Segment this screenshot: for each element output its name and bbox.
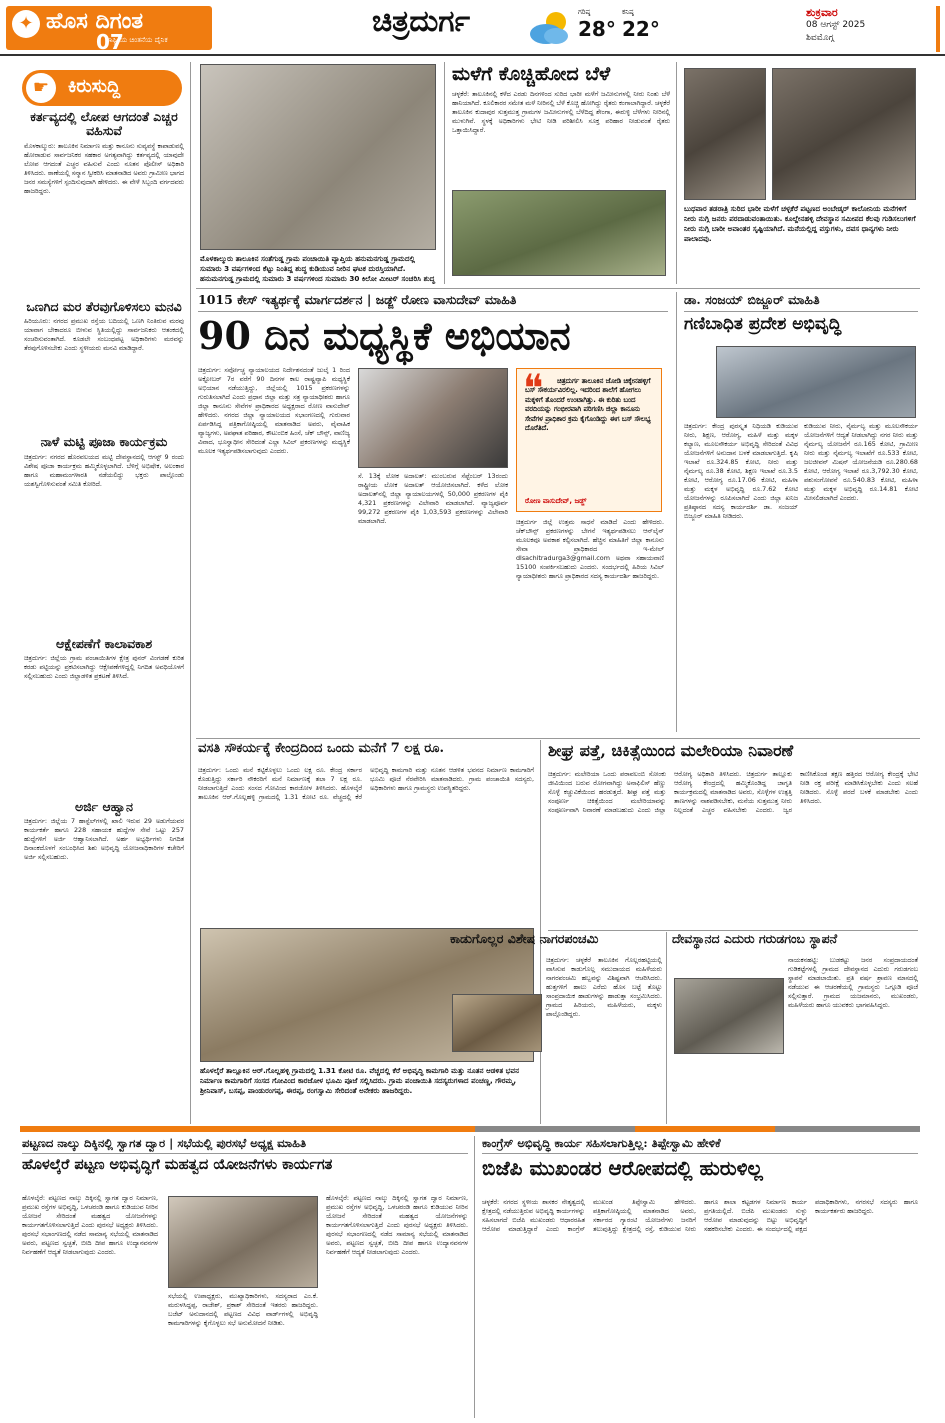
brief-body: ಮೊಳಕಾಲ್ಮುರು: ತಾಲೂಕಿನ ನಿರ್ಮಾಣ ಮತ್ತು ಕಾನೂನು ಸುವ್ಯವಸ್ಥೆ ಕಾಪಾಡುವಲ್ಲಿ ಹೋರಾಡುವ ಸಾರ್ವಜನಿಕರ ಸಹಕಾರ ಅಗತ್ಯವಾಗಿದ್ದು ಕರ್ತವ್ಯದಲ್ಲಿ ಯಾವುದೇ ಲೋಪ ಆಗದಂತೆ ಎಚ್ಚರ ವಹಿಸುವೆ ಎಂದು ನೂತನ ಪೊಲೀಸ್ ಅಧಿಕಾರಿ ತಿಳಿಸಿದರು. ಠಾಣೆಯಲ್ಲಿ ಸನ್ಮಾನ ಸ್ವೀಕರಿಸಿ ಮಾತನಾಡಿದ ಅವರು ಗ್ರಾಮೀಣ ಭಾಗದ ಜನರ ಸಮಸ್ಯೆಗಳಿಗೆ ಸ್ಪಂದಿಸುವುದಾಗಿ ಹೇಳಿದರು. ಈ ವೇಳೆ ಸಿಬ್ಬಂದಿ ವರ್ಗದವರು ಹಾಜರಿದ್ದರು.: [24, 141, 184, 195]
date-box: [800, 6, 940, 52]
lead-headline: 90 ದಿನ ಮಧ್ಯಸ್ಥಿಕೆ ಅಭಿಯಾನ: [198, 313, 571, 358]
malaria-title: ಶೀಘ್ರ ಪತ್ತೆ, ಚಿಕಿತ್ಸೆಯಿಂದ ಮಲೇರಿಯಾ ನಿವಾರಣೆ: [548, 742, 794, 760]
bjp-body: ಚಳ್ಳಕೆರೆ: ನಗರದ ಸ್ಥಳೀಯ ಶಾಸಕರ ನೇತೃತ್ವದಲ್ಲಿ ಕ್ಷೇತ್ರದಲ್ಲಿ ನಡೆಯುತ್ತಿರುವ ಅಭಿವೃದ್ಧಿ ಕಾರ್ಯಗಳನ್ನು ಸಹಿಸಲಾಗದೆ ಬಿಜೆಪಿ ಮುಖಂಡರು ಆಧಾರರಹಿತ ಆರೋಪ ಮಾಡುತ್ತಿದ್ದಾರೆ ಎಂದು ಕಾಂಗ್ರೆಸ್ ಮುಖಂಡ ತಿಪ್ಪೇಸ್ವಾಮಿ ಹೇಳಿದರು. ಪತ್ರಿಕಾಗೋಷ್ಠಿಯಲ್ಲಿ ಮಾತನಾಡಿದ ಅವರು, ಸರ್ಕಾರದ ಗ್ಯಾರಂಟಿ ಯೋಜನೆಗಳು ಜನರಿಗೆ ತಲುಪುತ್ತಿದ್ದು ಕ್ಷೇತ್ರದಲ್ಲಿ ರಸ್ತೆ, ಕುಡಿಯುವ ನೀರು ಹಾಗೂ ಶಾಲಾ ಕಟ್ಟಡಗಳ ನಿರ್ಮಾಣ ಕಾರ್ಯ ಪ್ರಗತಿಯಲ್ಲಿದೆ. ಬಿಜೆಪಿ ಮುಖಂಡರು ಸುಳ್ಳು ಆರೋಪ ಮಾಡುವುದನ್ನು ಬಿಟ್ಟು ಅಭಿವೃದ್ಧಿಗೆ ಸಹಕರಿಸಬೇಕು ಎಂದರು. ಈ ಸಂದರ್ಭದಲ್ಲಿ ಪಕ್ಷದ ಪದಾಧಿಕಾರಿಗಳು, ನಗರಸಭೆ ಸದಸ್ಯರು ಹಾಗೂ ಕಾರ್ಯಕರ್ತರು ಹಾಜರಿದ್ದರು.: [482, 1198, 918, 1233]
weekday: ಶುಕ್ರವಾರ: [806, 6, 838, 19]
brief-body: ಚಿತ್ರದುರ್ಗ: ಜಿಲ್ಲೆಯ ಗ್ರಾಮ ಪಂಚಾಯಿತಿಗಳ ಕ್ಷೇತ್ರ ಪುನರ್ ವಿಂಗಡಣೆ ಕುರಿತ ಕರಡು ಪಟ್ಟಿಯನ್ನು ಪ್ರಕಟಿಸಲಾಗಿದ್ದು ಆಕ್ಷೇಪಣೆಗಳಿದ್ದಲ್ಲಿ ನಿಗದಿತ ಅವಧಿಯೊಳಗೆ ಸಲ್ಲಿಸಬಹುದು ಎಂದು ಜಿಲ್ಲಾಡಳಿತ ಪ್ರಕಟಣೆ ತಿಳಿಸಿದೆ.: [24, 653, 184, 680]
column-divider: [666, 932, 667, 1124]
pointing-hand-icon: ☛: [26, 73, 56, 103]
section-title: ಚಿತ್ರದುರ್ಗ: [372, 4, 471, 39]
story-body: ಚಳ್ಳಕೆರೆ: ತಾಲೂಕಿನಲ್ಲಿ ಕಳೆದ ಎರಡು ದಿನಗಳಿಂದ ಸುರಿದ ಭಾರೀ ಮಳೆಗೆ ಜಮೀನುಗಳಲ್ಲಿ ನೀರು ನಿಂತು ಬೆಳೆ ಹಾನಿಯಾಗಿದೆ. ಕೂಲಿಕಾರರ ಸಮೇತ ಮಳೆ ನೀರಿನಲ್ಲಿ ಬೆಳೆ ಕೊಚ್ಚಿ ಹೋಗಿದ್ದು ರೈತರು ಕಂಗಾಲಾಗಿದ್ದಾರೆ. ಚಳ್ಳಕೆರೆ ತಾಲೂಕಿನ ಕುದಾಪುರ ಸುತ್ತಮುತ್ತ ಗ್ರಾಮಗಳ ಜಮೀನುಗಳಲ್ಲಿ ಬೆಳೆದಿದ್ದ ಶೇಂಗಾ, ಈರುಳ್ಳಿ ಬೆಳೆಗಳು ನೀರಿನಲ್ಲಿ ಮುಳುಗಿವೆ. ಸ್ಥಳಕ್ಕೆ ಅಧಿಕಾರಿಗಳು ಭೇಟಿ ನೀಡಿ ಪರಿಶೀಲಿಸಿ ಸೂಕ್ತ ಪರಿಹಾರ ನೀಡುವಂತೆ ರೈತರು ಒತ್ತಾಯಿಸಿದ್ದಾರೆ.: [452, 89, 670, 134]
quote-mark-icon: ❝: [523, 368, 544, 410]
holalkere-kicker: ಪಟ್ಟಣದ ನಾಲ್ಕು ದಿಕ್ಕಿನಲ್ಲಿ ಸ್ವಾಗತ ದ್ವಾರ | ಸಭೆಯಲ್ಲಿ ಪುರಸಭೆ ಅಧ್ಯಕ್ಷ ಮಾಹಿತಿ: [22, 1136, 468, 1154]
brief-headline: ಆಕ್ಷೇಪಣೆಗೆ ಕಾಲಾವಕಾಶ: [55, 635, 153, 651]
council-meeting-photo: [168, 1196, 318, 1288]
kadugolla-body: [450, 956, 662, 1120]
kadugolla-headline: [450, 932, 662, 954]
section-separator: [475, 1126, 635, 1132]
max-temperature: [578, 8, 620, 52]
photo-spacer: [450, 956, 546, 1056]
temple-title: ದೇವಸ್ಥಾನದ ಎದುರು ಗರುಡಗಂಬ ಸ್ಥಾಪನೆ: [672, 932, 838, 946]
weather-cloud-icon: [526, 8, 572, 48]
temple-headline: [672, 932, 918, 954]
holalkere-headline: ಹೊಳಲ್ಕೆರೆ ಪಟ್ಟಣ ಅಭಿವೃದ್ಧಿಗೆ ಮಹತ್ವದ ಯೋಜನೆಗಳು ಕಾರ್ಯಗತ: [22, 1156, 333, 1173]
kadugolla-text: ಚಿತ್ರದುರ್ಗ: ಚಳ್ಳಕೆರೆ ತಾಲೂಕಿನ ಗೊಲ್ಲರಹಟ್ಟಿಯಲ್ಲಿ ವಾಸಿಸುವ ಕಾಡುಗೊಲ್ಲ ಸಮುದಾಯದ ಮಹಿಳೆಯರು ನಾಗರಪಂಚಮಿ ಹಬ್ಬವನ್ನು ವಿಶಿಷ್ಟವಾಗಿ ಆಚರಿಸಿದರು. ಹುತ್ತಗಳಿಗೆ ಹಾಲು ಎರೆದು ಹೊಸ ಬಟ್ಟೆ ತೊಟ್ಟು ಸಾಂಪ್ರದಾಯಿಕ ಹಾಡುಗಳನ್ನು ಹಾಡುತ್ತಾ ಸಂಭ್ರಮಿಸಿದರು. ಗ್ರಾಮದ ಹಿರಿಯರು, ಮಹಿಳೆಯರು, ಮಕ್ಕಳು ಪಾಲ್ಗೊಂಡಿದ್ದರು.: [546, 956, 662, 1018]
brief-headline: ಅರ್ಜಿ ಆಹ್ವಾನ: [75, 798, 133, 814]
masthead: [0, 0, 945, 56]
holalkere-body-col2: ಸಭೆಯಲ್ಲಿ ಉಪಾಧ್ಯಕ್ಷರು, ಮುಖ್ಯಾಧಿಕಾರಿಗಳು, ಸದಸ್ಯರಾದ ಎಂ.ಕೆ. ಮರುಳಸಿದ್ದಪ್ಪ, ರಾಜೇಶ್, ಪ್ರಕಾಶ್ ಸೇರಿದಂತೆ ಇತರರು ಹಾಜರಿದ್ದರು. ಬಜೆಟ್ ಅನುದಾನದಲ್ಲಿ ಪಟ್ಟಣದ ವಿವಿಧ ವಾರ್ಡ್‌ಗಳಲ್ಲಿ ಅಭಿವೃದ್ಧಿ ಕಾಮಗಾರಿಗಳನ್ನು ಕೈಗೊಳ್ಳಲು ಸಭೆ ಅನುಮೋದನೆ ನೀಡಿತು.: [168, 1292, 318, 1327]
brief-headline: ಕರ್ತವ್ಯದಲ್ಲಿ ಲೋಪ ಆಗದಂತೆ ಎಚ್ಚರ ವಹಿಸುವೆ: [30, 110, 178, 139]
brief-body: ಚಿತ್ರದುರ್ಗ: ನಗರದ ಹೊರವಲಯದ ಮಟ್ಟಿ ದೇವಸ್ಥಾನದಲ್ಲಿ ಆಗಸ್ಟ್ 9 ರಂದು ವಿಶೇಷ ಪೂಜಾ ಕಾರ್ಯಕ್ರಮ ಹಮ್ಮಿಕೊಳ್ಳಲಾಗಿದೆ. ಬೆಳಿಗ್ಗೆ ಅಭಿಷೇಕ, ಅಲಂಕಾರ ಹಾಗೂ ಮಹಾಮಂಗಳಾರತಿ ನಡೆಯಲಿದ್ದು ಭಕ್ತರು ಪಾಲ್ಗೊಂಡು ಯಶಸ್ವಿಗೊಳಿಸುವಂತೆ ಸಮಿತಿ ಕೋರಿದೆ.: [24, 452, 184, 488]
column-divider: [474, 1136, 475, 1418]
lead-kicker: 1015 ಕೇಸ್ ಇತ್ಯರ್ಥಕ್ಕೆ ಮಾರ್ಗದರ್ಶನ | ಜಡ್ಜ್ ರೋಣ ವಾಸುದೇವ್ ಮಾಹಿತಿ: [198, 292, 668, 312]
brand-logo-icon: ✦: [12, 10, 40, 38]
kiru-suddi-badge: [22, 70, 182, 106]
temple-body: [672, 956, 918, 1120]
max-temp-value: 28°: [578, 17, 616, 41]
quote-attribution: ರೋಣ ವಾಸುದೇವ್, ಜಡ್ಜ್: [525, 497, 587, 505]
min-temp-value: 22°: [622, 17, 660, 41]
row-divider: [548, 930, 918, 931]
housing-body: ಚಿತ್ರದುರ್ಗ: ಒಂದು ಮನೆ ಕಟ್ಟಿಕೊಳ್ಳಲು ಒಂದು ಲಕ್ಷ ರೂ. ಕೇಂದ್ರ ಸರ್ಕಾರ ಕೊಡುತ್ತಿದ್ದು ಸರ್ಕಾರಿ ನೌಕರರಿಗೆ ಮನೆ ನಿರ್ಮಾಣಕ್ಕೆ ತಲಾ 7 ಲಕ್ಷ ರೂ. ನೀಡಲಾಗುತ್ತಿದೆ ಎಂದು ಸಂಸದ ಗೋವಿಂದ ಕಾರಜೋಳ ತಿಳಿಸಿದರು. ಹೊಳಲ್ಕೆರೆ ತಾಲೂಕಿನ ಆರ್.ಗೊಲ್ಲಹಳ್ಳಿ ಗ್ರಾಮದಲ್ಲಿ 1.31 ಕೋಟಿ ರೂ. ವೆಚ್ಚದಲ್ಲಿ ಕೆರೆ ಅಭಿವೃದ್ಧಿ ಕಾಮಗಾರಿ ಮತ್ತು ನೂತನ ಆಡಳಿತ ಭವನದ ನಿರ್ಮಾಣ ಕಾಮಗಾರಿಗೆ ಭೂಮಿ ಪೂಜೆ ನೆರವೇರಿಸಿ ಮಾತನಾಡಿದರು. ಗ್ರಾಮ ಪಂಚಾಯಿತಿ ಸದಸ್ಯರು, ಅಧಿಕಾರಿಗಳು ಹಾಗೂ ಗ್ರಾಮಸ್ಥರು ಉಪಸ್ಥಿತರಿದ್ದರು.: [198, 766, 534, 801]
temple-text: ನಾಯಕನಹಟ್ಟಿ: ಬುಡಕಟ್ಟು ಜನರ ಸಂಪ್ರದಾಯದಂತೆ ಗುಡಿಕಟ್ಟೆಗಳಲ್ಲಿ ಗ್ರಾಮದ ದೇವಸ್ಥಾನದ ಎದುರು ಗರುಡಗಂಬ ಸ್ಥಾಪನೆ ಮಾಡಲಾಯಿತು. ಪ್ರತಿ ವರ್ಷ ಶ್ರಾವಣ ಮಾಸದಲ್ಲಿ ನಡೆಯುವ ಈ ಆಚರಣೆಯಲ್ಲಿ ಗ್ರಾಮಸ್ಥರು ಒಗ್ಗೂಡಿ ಪೂಜೆ ಸಲ್ಲಿಸುತ್ತಾರೆ. ಗ್ರಾಮದ ಯಜಮಾನರು, ಮುಖಂಡರು, ಮಹಿಳೆಯರು ಹಾಗೂ ಯುವಕರು ಭಾಗವಹಿಸಿದ್ದರು.: [788, 956, 918, 1009]
bjp-story-head: [482, 1136, 918, 1196]
lead-body-col1: ಚಿತ್ರದುರ್ಗ: ಸರ್ವೋಚ್ಚ ನ್ಯಾಯಾಲಯದ ನಿರ್ದೇಶನದಂತೆ ಜುಲೈ 1 ರಿಂದ ಅಕ್ಟೋಬರ್ 7ರ ವರೆಗೆ 90 ದಿನಗಳ ಕಾಲ ರಾಷ್ಟ್ರವ್ಯಾಪಿ ಮಧ್ಯಸ್ಥಿಕೆ ಅಭಿಯಾನ ನಡೆಯುತ್ತಿದ್ದು, ಜಿಲ್ಲೆಯಲ್ಲಿ 1015 ಪ್ರಕರಣಗಳನ್ನು ಗುರುತಿಸಲಾಗಿದೆ ಎಂದು ಪ್ರಧಾನ ಜಿಲ್ಲಾ ಮತ್ತು ಸತ್ರ ನ್ಯಾಯಾಧೀಶರು ಹಾಗೂ ಜಿಲ್ಲಾ ಕಾನೂನು ಸೇವೆಗಳ ಪ್ರಾಧಿಕಾರದ ಅಧ್ಯಕ್ಷರಾದ ರೋಣ ವಾಸುದೇವ್ ಹೇಳಿದರು. ನಗರದ ಜಿಲ್ಲಾ ನ್ಯಾಯಾಲಯದ ಸಭಾಂಗಣದಲ್ಲಿ ಗುರುವಾರ ಏರ್ಪಡಿಸಿದ್ದ ಪತ್ರಿಕಾಗೋಷ್ಠಿಯಲ್ಲಿ ಮಾತನಾಡಿದ ಅವರು, ವೈವಾಹಿಕ ವ್ಯಾಜ್ಯಗಳು, ಅಪಘಾತ ಪರಿಹಾರ, ಕೌಟುಂಬಿಕ ಹಿಂಸೆ, ಚೆಕ್ ಬೌನ್ಸ್, ವಾಣಿಜ್ಯ ವಿವಾದ, ಭೂಸ್ವಾಧೀನ ಸೇರಿದಂತೆ ಎಲ್ಲಾ ಸಿವಿಲ್ ಪ್ರಕರಣಗಳನ್ನು ಮಧ್ಯಸ್ಥಿಕೆ ಮೂಲಕ ಇತ್ಯರ್ಥಪಡಿಸಲಾಗುವುದು ಎಂದರು.: [198, 366, 350, 455]
meeting-photo: [716, 346, 916, 418]
section-separator: [635, 1126, 775, 1132]
holalkere-story-head: [22, 1136, 468, 1192]
flooded-field-photo: [452, 190, 666, 276]
section-separator: [20, 1126, 475, 1132]
water-unit-photo: [200, 64, 436, 250]
brief-headline: ನಾಳೆ ಮಟ್ಟಿ ಪೂಜಾ ಕಾರ್ಯಕ್ರಮ: [40, 434, 168, 450]
brief-headline: ಒಣಗಿದ ಮರ ತೆರವುಗೊಳಿಸಲು ಮನವಿ: [26, 298, 182, 314]
mining-kicker: ಡಾ. ಸಂಜಯ್ ಬಿಜ್ಜೂರ್ ಮಾಹಿತಿ: [684, 292, 918, 312]
housing-headline: [198, 742, 534, 764]
mining-body-col1: ಚಿತ್ರದುರ್ಗ: ಕೇಂದ್ರ ಪುರಸ್ಕೃತ ನಿಧಿಯಡಿ ಕುಡಿಯುವ ನೀರು, ಶಿಕ್ಷಣ, ಆರೋಗ್ಯ, ಮಹಿಳೆ ಮತ್ತು ಮಕ್ಕಳ ಕಲ್ಯಾಣ, ಮೂಲಸೌಕರ್ಯ ಅಭಿವೃದ್ಧಿ ಸೇರಿದಂತೆ ವಿವಿಧ ಯೋಜನೆಗಳಿಗೆ ಅನುದಾನ ಬಳಕೆ ಮಾಡಲಾಗುತ್ತಿದೆ. ಕೃಷಿ ಇಲಾಖೆ ರೂ.324.85 ಕೋಟಿ, ನೀರು ಮತ್ತು ನೈರ್ಮಲ್ಯ ರೂ.38 ಕೋಟಿ, ಶಿಕ್ಷಣ ಇಲಾಖೆ ರೂ.3.5 ಕೋಟಿ, ಆರೋಗ್ಯ ರೂ.17.06 ಕೋಟಿ, ಮಹಿಳಾ ಮತ್ತು ಮಕ್ಕಳ ಅಭಿವೃದ್ಧಿ ರೂ.7.62 ಕೋಟಿ ಯೋಜನೆಗಳನ್ನು ರೂಪಿಸಲಾಗಿದೆ ಎಂದು ಜಿಲ್ಲಾ ಖನಿಜ ಪ್ರತಿಷ್ಠಾನದ ಸದಸ್ಯ ಕಾರ್ಯದರ್ಶಿ ಡಾ. ಸಂಜಯ್ ಬಿಜ್ಜೂರ್ ಮಾಹಿತಿ ನೀಡಿದರು.: [684, 422, 798, 520]
housing-caption: ಹೊಳಲ್ಕೆರೆ ತಾಲ್ಲೂಕಿನ ಆರ್.ಗೊಲ್ಲಹಳ್ಳಿ ಗ್ರಾಮದಲ್ಲಿ 1.31 ಕೋಟಿ ರೂ. ವೆಚ್ಚದಲ್ಲಿ ಕೆರೆ ಅಭಿವೃದ್ಧಿ ಕಾಮಗಾರಿ ಮತ್ತು ನೂತನ ಆಡಳಿತ ಭವನ ನಿರ್ಮಾಣ ಕಾಮಗಾರಿಗೆ ಸಂಸದ ಗೋವಿಂದ ಕಾರಜೋಳ ಭೂಮಿ ಪೂಜೆ ಸಲ್ಲಿಸಿದರು. ಗ್ರಾಮ ಪಂಚಾಯಿತಿ ಸದಸ್ಯರುಗಳಾದ ಪಂಚಣ್ಣ, ಗೌರಮ್ಮ, ಶ್ರೀನಿವಾಸ್, ಬಸಪ್ಪ, ಪಾಂಡುರಂಗಪ್ಪ, ಈರಪ್ಪ, ರಂಗಸ್ವಾಮಿ ಸೇರಿದಂತೆ ಅನೇಕರು ಹಾಜರಿದ್ದರು.: [200, 1066, 520, 1095]
edition-name: ಶಿವಮೊಗ್ಗ: [806, 33, 834, 43]
photo-spacer: [672, 956, 788, 1056]
issue-date: 08 ಆಗಸ್ಟ್ 2025: [806, 20, 866, 30]
kadugolla-title: ಕಾಡುಗೊಲ್ಲರ ವಿಶೇಷ ನಾಗರಪಂಚಮಿ: [450, 932, 599, 946]
housing-title: ವಸತಿ ಸೌಕರ್ಯಕ್ಕೆ ಕೇಂದ್ರದಿಂದ ಒಂದು ಮನೆಗೆ 7 ಲಕ್ಷ ರೂ.: [198, 742, 444, 756]
brief-body: ಹಿರಿಯೂರು: ನಗರದ ಪ್ರಮುಖ ರಸ್ತೆಯ ಬದಿಯಲ್ಲಿ ಒಣಗಿ ನಿಂತಿರುವ ಮರವು ಯಾವಾಗ ಬೇಕಾದರೂ ಬೀಳುವ ಸ್ಥಿತಿಯಲ್ಲಿದ್ದು ಸಾರ್ವಜನಿಕರು ಆತಂಕದಲ್ಲಿ ಸಂಚರಿಸುವಂತಾಗಿದೆ. ಕೂಡಲೇ ಸಂಬಂಧಪಟ್ಟ ಅಧಿಕಾರಿಗಳು ಮರವನ್ನು ತೆರವುಗೊಳಿಸಬೇಕು ಎಂದು ಸ್ಥಳೀಯರು ಮನವಿ ಮಾಡಿದ್ದಾರೆ.: [24, 317, 184, 353]
column-divider: [444, 62, 445, 284]
brief-body: ಚಿತ್ರದುರ್ಗ: ಜಿಲ್ಲೆಯ 7 ಹಾಸ್ಟೆಲ್‌ಗಳಲ್ಲಿ ಖಾಲಿ ಇರುವ 29 ಅಡುಗೆಯವರ ಕಾರ್ಯಕರ್ತೆ ಹಾಗೂ 228 ಸಹಾಯಕ ಹುದ್ದೆಗಳ ಸೇವೆ ಒಟ್ಟು 257 ಹುದ್ದೆಗಳಿಗೆ ಅರ್ಜಿ ಆಹ್ವಾನಿಸಲಾಗಿದೆ. ಅರ್ಹ ಅಭ್ಯರ್ಥಿಗಳು ನಿಗದಿತ ದಿನಾಂಕದೊಳಗೆ ಸಂಬಂಧಿಸಿದ ಶಿಶು ಅಭಿವೃದ್ಧಿ ಯೋಜನಾಧಿಕಾರಿಗಳ ಕಚೇರಿಗೆ ಅರ್ಜಿ ಸಲ್ಲಿಸಬಹುದು.: [24, 817, 184, 862]
photo-caption: ಮೊಳಕಾಲ್ಮುರು ತಾಲೂಕಿನ ಸಂತೆಗುಡ್ಡ ಗ್ರಾಮ ಪಂಚಾಯಿತಿ ವ್ಯಾಪ್ತಿಯ ಹನುಮನಗುಡ್ಡ ಗ್ರಾಮದಲ್ಲಿ ಸುಮಾರು 3 ವರ್ಷಗಳಿಂದ ಕೆಟ್ಟು ನಿಂತಿದ್ದ ಶುದ್ಧ ಕುಡಿಯುವ ನೀರಿನ ಘಟಕ ದುರಸ್ತಿಯಾಗಿದೆ. ಹನುಮನಗುಡ್ಡ ಗ್ರಾಮದಲ್ಲಿ ಸುಮಾರು 3 ವರ್ಷಗಳಿಂದ ಸುಮಾರು 30 ಕಿಲೋ ಮೀಟರ್ ಸಂಚರಿಸಿ ಶುದ್ಧ: [200, 254, 436, 283]
min-temperature: [622, 8, 664, 52]
kiru-suddi-label: ಕಿರುಸುದ್ದಿ: [68, 76, 121, 97]
page-number: 07: [96, 30, 124, 54]
flood-photo-left: [684, 68, 766, 200]
min-temp-label: ಕನಿಷ್ಠ: [622, 8, 634, 16]
bjp-headline: ಬಿಜೆಪಿ ಮುಖಂಡರ ಆರೋಪದಲ್ಲಿ ಹುರುಳಿಲ್ಲ: [482, 1156, 763, 1180]
row-divider: [196, 288, 920, 289]
holalkere-body-col1: ಹೊಳಲ್ಕೆರೆ: ಪಟ್ಟಣದ ನಾಲ್ಕು ದಿಕ್ಕಿನಲ್ಲಿ ಸ್ವಾಗತ ದ್ವಾರ ನಿರ್ಮಾಣ, ಪ್ರಮುಖ ರಸ್ತೆಗಳ ಅಭಿವೃದ್ಧಿ, ಒಳಚರಂಡಿ ಹಾಗೂ ಕುಡಿಯುವ ನೀರಿನ ಯೋಜನೆ ಸೇರಿದಂತೆ ಮಹತ್ವದ ಯೋಜನೆಗಳನ್ನು ಕಾರ್ಯಗತಗೊಳಿಸಲಾಗುತ್ತಿದೆ ಎಂದು ಪುರಸಭೆ ಅಧ್ಯಕ್ಷರು ತಿಳಿಸಿದರು. ಪುರಸಭೆ ಸಭಾಂಗಣದಲ್ಲಿ ನಡೆದ ಸಾಮಾನ್ಯ ಸಭೆಯಲ್ಲಿ ಮಾತನಾಡಿದ ಅವರು, ಪಟ್ಟಣದ ಸ್ವಚ್ಛತೆ, ಬೀದಿ ದೀಪ ಹಾಗೂ ಉದ್ಯಾನವನಗಳ ನಿರ್ವಹಣೆಗೆ ಆದ್ಯತೆ ನೀಡಲಾಗುವುದು ಎಂದರು.: [22, 1194, 158, 1256]
max-temp-label: ಗರಿಷ್ಠ: [578, 8, 591, 16]
brand-tagline: ರಾಷ್ಟ್ರೀಯ ಚಿಂತನೆಯ ದೈನಿಕ: [106, 36, 168, 44]
holalkere-body-col3: ಹೊಳಲ್ಕೆರೆ: ಪಟ್ಟಣದ ನಾಲ್ಕು ದಿಕ್ಕಿನಲ್ಲಿ ಸ್ವಾಗತ ದ್ವಾರ ನಿರ್ಮಾಣ, ಪ್ರಮುಖ ರಸ್ತೆಗಳ ಅಭಿವೃದ್ಧಿ, ಒಳಚರಂಡಿ ಹಾಗೂ ಕುಡಿಯುವ ನೀರಿನ ಯೋಜನೆ ಸೇರಿದಂತೆ ಮಹತ್ವದ ಯೋಜನೆಗಳನ್ನು ಕಾರ್ಯಗತಗೊಳಿಸಲಾಗುತ್ತಿದೆ ಎಂದು ಪುರಸಭೆ ಅಧ್ಯಕ್ಷರು ತಿಳಿಸಿದರು. ಪುರಸಭೆ ಸಭಾಂಗಣದಲ್ಲಿ ನಡೆದ ಸಾಮಾನ್ಯ ಸಭೆಯಲ್ಲಿ ಮಾತನಾಡಿದ ಅವರು, ಪಟ್ಟಣದ ಸ್ವಚ್ಛತೆ, ಬೀದಿ ದೀಪ ಹಾಗೂ ಉದ್ಯಾನವನಗಳ ನಿರ್ವಹಣೆಗೆ ಆದ್ಯತೆ ನೀಡಲಾಗುವುದು ಎಂದರು.: [326, 1194, 468, 1256]
column-divider: [676, 292, 677, 732]
brand-name: ಹೊಸ ದಿಗಂತ: [46, 8, 144, 34]
mining-body-col2: ಕುಡಿಯುವ ನೀರು, ನೈರ್ಮಲ್ಯ ಮತ್ತು ಮೂಲಸೌಕರ್ಯ ಯೋಜನೆಗಳಿಗೆ ಆದ್ಯತೆ ನೀಡಲಾಗಿದ್ದು ನಗರ ನೀರು ಮತ್ತು ನೈರ್ಮಲ್ಯ ಯೋಜನೆಗೆ ರೂ.165 ಕೋಟಿ, ಗ್ರಾಮೀಣ ನೀರು ಮತ್ತು ನೈರ್ಮಲ್ಯ ಇಲಾಖೆಗೆ ರೂ.533 ಕೋಟಿ, ಜಲಜೀವನ್ ಮಿಷನ್ ಯೋಜನೆಯಡಿ ರೂ.280.68 ಕೋಟಿ, ಆರೋಗ್ಯ ಇಲಾಖೆ ರೂ.3,792.30 ಕೋಟಿ, ಪಶುಸಂಗೋಪನೆ ರೂ.540.83 ಕೋಟಿ, ಮಹಿಳಾ ಮತ್ತು ಮಕ್ಕಳ ಅಭಿವೃದ್ಧಿ ರೂ.14.81 ಕೋಟಿ ಮೀಸಲಿಡಲಾಗಿದೆ ಎಂದರು.: [804, 422, 918, 502]
brief-news-column: [24, 110, 184, 1100]
section-separator: [775, 1126, 920, 1132]
story-headline: ಮಳೆಗೆ ಕೊಚ್ಚಿಹೋದ ಬೆಳೆ: [452, 64, 611, 85]
column-divider: [190, 62, 191, 1124]
column-divider: [676, 62, 677, 284]
quote-box: [516, 368, 662, 512]
lead-body-col3: ಚಿತ್ರದುರ್ಗ ಜಿಲ್ಲೆ ಉತ್ತಮ ಸಾಧನೆ ಮಾಡಿದೆ ಎಂದು ಹೇಳಿದರು. ಚೆಕ್‌ಬೌನ್ಸ್ ಪ್ರಕರಣಗಳನ್ನು ಬೇಗನೆ ಇತ್ಯರ್ಥಪಡಿಸಲು ಆನ್‌ಲೈನ್ ಮೂಲಕವೂ ಅವಕಾಶ ಕಲ್ಪಿಸಲಾಗಿದೆ. ಹೆಚ್ಚಿನ ಮಾಹಿತಿಗೆ ಜಿಲ್ಲಾ ಕಾನೂನು ಸೇವಾ ಪ್ರಾಧಿಕಾರದ ಇ-ಮೇಲ್ dlsachitradurga3@gmail.com ಅಥವಾ ಸಹಾಯವಾಣಿ 15100 ಸಂಪರ್ಕಿಸಬಹುದು ಎಂದರು. ಸಂದರ್ಭದಲ್ಲಿ ಹಿರಿಯ ಸಿವಿಲ್ ನ್ಯಾಯಾಧೀಶರು ಹಾಗೂ ಪ್ರಾಧಿಕಾರದ ಸದಸ್ಯ ಕಾರ್ಯದರ್ಶಿ ಹಾಜರಿದ್ದರು.: [516, 518, 664, 580]
flood-photo-right: [772, 68, 916, 200]
flood-caption: ಬುಧವಾರ ತಡರಾತ್ರಿ ಸುರಿದ ಭಾರೀ ಮಳೆಗೆ ಚಳ್ಳಕೆರೆ ಪಟ್ಟಣದ ಅಂಬೇಡ್ಕರ್ ಕಾಲೋನಿಯ ಮನೆಗಳಿಗೆ ನೀರು ನುಗ್ಗಿ ಜನರು ಪರದಾಡುವಂತಾಯಿತು. ಕೂಲ್ದೇನಹಳ್ಳಿ ದೇವಸ್ಥಾನ ಸಮೀಪದ ಕೆಲವು ಗುಡಿಸಲುಗಳಿಗೆ ನೀರು ನುಗ್ಗಿ ಬಾರೀ ಅವಾಂತರ ಸೃಷ್ಟಿಯಾಗಿದೆ. ಮನೆಯಲ್ಲಿದ್ದ ವಸ್ತುಗಳು, ದವಸ ಧಾನ್ಯಗಳು ನೀರು ಪಾಲಾದವು.: [684, 204, 916, 243]
mining-headline: ಗಣಿಬಾಧಿತ ಪ್ರದೇಶ ಅಭಿವೃದ್ಧಿ: [684, 314, 842, 334]
lead-body-col2: ಸೆ. 13ಕ್ಕೆ ಲೋಕ ಅದಾಲತ್: ಮುಂಬರುವ ಸೆಪ್ಟೆಂಬರ್ 13ರಂದು ರಾಷ್ಟ್ರೀಯ ಲೋಕ ಅದಾಲತ್ ಆಯೋಜಿಸಲಾಗಿದೆ. ಕಳೆದ ಲೋಕ ಅದಾಲತ್‌ನಲ್ಲಿ ಜಿಲ್ಲಾ ನ್ಯಾಯಾಲಯಗಳಲ್ಲಿ 50,000 ಪ್ರಕರಣಗಳ ಪೈಕಿ 4,321 ಪ್ರಕರಣಗಳನ್ನು ವಿಲೇವಾರಿ ಮಾಡಲಾಗಿದೆ. ವ್ಯಾಜ್ಯಪೂರ್ವ 99,272 ಪ್ರಕರಣಗಳ ಪೈಕಿ 1,03,593 ಪ್ರಕರಣಗಳನ್ನು ವಿಲೇವಾರಿ ಮಾಡಲಾಗಿದೆ.: [358, 472, 508, 525]
quote-text: ಚಿತ್ರದುರ್ಗ ತಾಲೂಕಿನ ಜೋಡಿ ಚಿಕ್ಕೇನಹಳ್ಳಿಗೆ ಬಸ್ ಸೌಕರ್ಯವಿರಲಿಲ್ಲ. ಇದರಿಂದ ಶಾಲೆಗೆ ಹೋಗಲು ಮಕ್ಕಳಿಗೆ ತೊಂದರೆ ಉಂಟಾಗಿತ್ತು. ಈ ಕುರಿತು ಬಂದ ವರದಿಯನ್ನು ಗಂಭೀರವಾಗಿ ಪರಿಗಣಿಸಿ ಜಿಲ್ಲಾ ಕಾನೂನು ಸೇವೆಗಳ ಪ್ರಾಧಿಕಾರ ಕ್ರಮ ಕೈಗೊಂಡಿದ್ದು ಈಗ ಬಸ್ ಸೌಲಭ್ಯ ದೊರೆತಿದೆ.: [525, 377, 651, 433]
bjp-kicker: ಕಾಂಗ್ರೆಸ್ ಅಭಿವೃದ್ಧಿ ಕಾರ್ಯ ಸಹಿಸಲಾಗುತ್ತಿಲ್ಲ: ತಿಪ್ಪೇಸ್ವಾಮಿ ಹೇಳಿಕೆ: [482, 1136, 918, 1154]
judge-press-photo: [358, 368, 508, 468]
malaria-body: ಚಿತ್ರದುರ್ಗ: ಮಲೇರಿಯಾ ಒಂದು ಪರಾವಲಂಬಿ ಸೋಂಕು ಜೀವಿಯಿಂದ ಬರುವ ರೋಗವಾಗಿದ್ದು ಅನಾಫಿಲಿಸ್ ಹೆಣ್ಣು ಸೊಳ್ಳೆ ಕಚ್ಚುವಿಕೆಯಿಂದ ಹರಡುತ್ತದೆ. ಶೀಘ್ರ ಪತ್ತೆ ಮತ್ತು ಸಂಪೂರ್ಣ ಚಿಕಿತ್ಸೆಯಿಂದ ಮಲೇರಿಯಾವನ್ನು ಸಂಪೂರ್ಣವಾಗಿ ನಿವಾರಣೆ ಮಾಡಬಹುದು ಎಂದು ಜಿಲ್ಲಾ ಆರೋಗ್ಯ ಅಧಿಕಾರಿ ತಿಳಿಸಿದರು. ಚಿತ್ರದುರ್ಗ ತಾಲ್ಲೂಕು ಆರೋಗ್ಯ ಕೇಂದ್ರದಲ್ಲಿ ಹಮ್ಮಿಕೊಂಡಿದ್ದ ಜಾಗೃತಿ ಕಾರ್ಯಕ್ರಮದಲ್ಲಿ ಮಾತನಾಡಿದ ಅವರು, ಸೊಳ್ಳೆಗಳ ಉತ್ಪತ್ತಿ ತಾಣಗಳನ್ನು ನಾಶಪಡಿಸಬೇಕು, ಮನೆಯ ಸುತ್ತಮುತ್ತ ನೀರು ನಿಲ್ಲದಂತೆ ಎಚ್ಚರ ವಹಿಸಬೇಕು ಎಂದರು. ಜ್ವರ ಕಾಣಿಸಿಕೊಂಡ ತಕ್ಷಣ ಹತ್ತಿರದ ಆರೋಗ್ಯ ಕೇಂದ್ರಕ್ಕೆ ಭೇಟಿ ನೀಡಿ ರಕ್ತ ಪರೀಕ್ಷೆ ಮಾಡಿಸಿಕೊಳ್ಳಬೇಕು ಎಂದು ಸಲಹೆ ನೀಡಿದರು. ಸೊಳ್ಳೆ ಪರದೆ ಬಳಕೆ ಮಾಡಬೇಕು ಎಂದು ತಿಳಿಸಿದರು.: [548, 770, 918, 814]
malaria-headline: [548, 742, 918, 766]
row-divider: [196, 738, 920, 739]
